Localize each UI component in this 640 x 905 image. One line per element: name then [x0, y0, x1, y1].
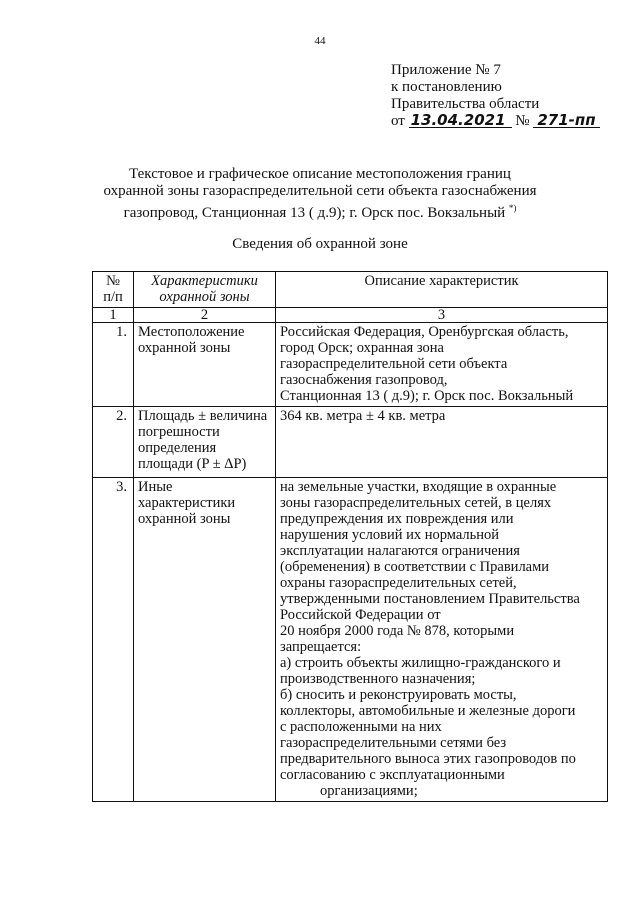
- appendix-block: [391, 62, 600, 130]
- row-characteristic: Иные характеристики охранной зоны: [134, 478, 276, 802]
- row-number: 3.: [93, 478, 134, 802]
- date-prefix: от: [391, 113, 405, 129]
- row-description: на земельные участки, входящие в охранные зоны газораспределительных сетей, в целях предупреждения их повреждения или нарушения условий их нормальной эксплуатации налагаются ограничения (обременения) в соответствии с Правилами охраны газораспределительных сетей, утвержденными постановлением Правительства Российской Федерации от 20 ноября 2000 года № 878, которыми запрещается: а) строить объекты жилищно-гражданского и производственного назначения; б) сносить и реконструировать мосты, коллекторы, автомобильные и железные дороги с расположенными на них газораспределительными сетями без предварительного выноса этих газопроводов по согласованию с эксплуатационными организациями;: [276, 478, 608, 802]
- col-number-1: 1: [93, 308, 134, 323]
- row-description: 364 кв. метра ± 4 кв. метра: [276, 407, 608, 478]
- appendix-line-1: Приложение № 7: [391, 62, 501, 78]
- title-line-2: охранной зоны газораспределительной сети объекта газоснабжения: [103, 183, 537, 199]
- title-line-1: Текстовое и графическое описание местоположения границ: [129, 166, 511, 182]
- row-number: 1.: [93, 323, 134, 407]
- document-title: [60, 166, 580, 222]
- row-number: 2.: [93, 407, 134, 478]
- col-number-3: 3: [276, 308, 608, 323]
- handwritten-number: 271-пп: [533, 113, 599, 128]
- column-number-row: [93, 308, 608, 323]
- handwritten-date: 13.04.2021: [409, 113, 512, 128]
- row-description: Российская Федерация, Оренбургская область, город Орск; охранная зона газораспределительной сети объекта газоснабжения газопровод, Станционная 13 ( д.9); г. Орск пос. Вокзальный: [276, 323, 608, 407]
- col-number-2: 2: [134, 308, 276, 323]
- header-num: № п/п: [93, 272, 134, 308]
- footnote-mark: *): [508, 203, 517, 213]
- page-number: 44: [314, 35, 326, 47]
- row-characteristic: Местоположение охранной зоны: [134, 323, 276, 407]
- table-header-row: [93, 272, 608, 308]
- header-characteristics: Характеристики охранной зоны: [134, 272, 276, 308]
- protection-zone-table: [92, 271, 608, 802]
- appendix-date-line: [391, 113, 600, 130]
- appendix-line-2: к постановлению: [391, 79, 502, 95]
- row-characteristic: Площадь ± величина погрешности определения площади (P ± ΔP): [134, 407, 276, 478]
- appendix-line-3: Правительства области: [391, 96, 540, 112]
- number-sign: №: [515, 113, 530, 129]
- section-subtitle: Сведения об охранной зоне: [232, 236, 408, 252]
- title-line-3: газопровод, Станционная 13 ( д.9); г. Орск пос. Вокзальный *): [123, 203, 517, 221]
- table-row: [93, 478, 608, 802]
- header-description: Описание характеристик: [276, 272, 608, 308]
- table-row: [93, 323, 608, 407]
- table-row: [93, 407, 608, 478]
